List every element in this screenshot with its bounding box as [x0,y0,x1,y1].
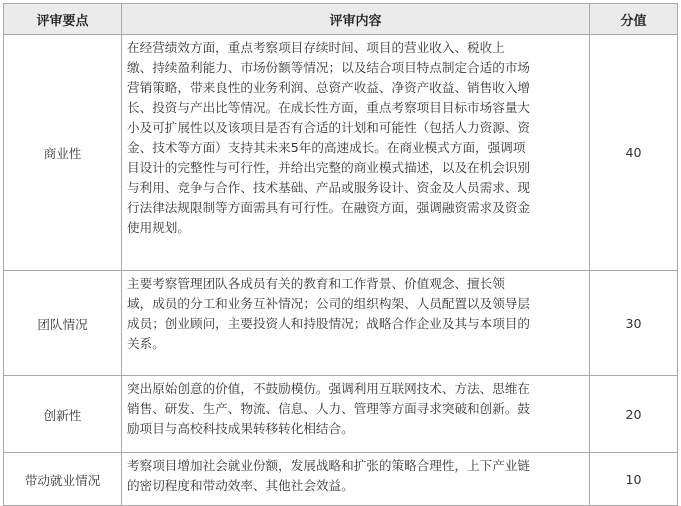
content-line: 关系。 [127,336,165,351]
content-line: 考察项目增加社会就业份额，发展战略和扩张的策略合理性，上下产业链 [127,458,530,473]
content-line: 在经营绩效方面，重点考察项目存续时间、项目的营业收入、税收上 [127,40,505,55]
row-key: 创新性 [4,376,122,453]
row-content [122,376,590,453]
row-score: 10 [590,453,678,506]
content-line: 营销策略，带来良性的业务利润、总资产收益、净资产收益、销售收入增 [127,80,530,95]
content-line: 缴、持续盈利能力、市场份额等情况；以及结合项目特点制定合适的市场 [127,60,530,75]
evaluation-criteria-table [3,3,678,506]
header-key: 评审要点 [4,4,122,35]
row-score: 40 [590,35,678,271]
header-score: 分值 [590,4,678,35]
content-line: 的密切程度和带动效率、其他社会效益。 [127,478,354,493]
table-row-employment [4,453,678,506]
content-line: 成员；创业顾问，主要投资人和持股情况；战略合作企业及其与本项目的 [127,316,530,331]
row-content [122,35,590,271]
row-content [122,453,590,506]
content-line: 主要考察管理团队各成员有关的教育和工作背景、价值观念、擅长领 [127,276,505,291]
row-key: 商业性 [4,35,122,271]
table-row-team [4,271,678,376]
content-line: 目设计的完整性与可行性，并给出完整的商业模式描述，以及在机会识别 [127,160,530,175]
table-header-row [4,4,678,35]
evaluation-criteria-table-wrapper [3,3,678,506]
content-line: 小及可扩展性以及该项目是否有合适的计划和可能性（包括人力资源、资 [127,120,530,135]
row-key: 团队情况 [4,271,122,376]
row-score: 30 [590,271,678,376]
content-line: 行法律法规限制等方面需具有可行性。在融资方面，强调融资需求及资金 [127,200,530,215]
table-row-commercial [4,35,678,271]
content-line: 励项目与高校科技成果转移转化相结合。 [127,421,354,436]
content-line: 使用规划。 [127,220,190,235]
content-line: 突出原始创意的价值，不鼓励模仿。强调利用互联网技术、方法、思维在 [127,381,530,396]
row-key: 带动就业情况 [4,453,122,506]
content-line: 金、技术等方面）支持其未来5年的高速成长。在商业模式方面，强调项 [127,140,526,155]
row-content [122,271,590,376]
table-row-innovation [4,376,678,453]
content-line: 与利用、竞争与合作、技术基础、产品或服务设计、资金及人员需求、现 [127,180,530,195]
header-content: 评审内容 [122,4,590,35]
row-score: 20 [590,376,678,453]
content-line: 域，成员的分工和业务互补情况；公司的组织构架、人员配置以及领导层 [127,296,530,311]
content-line: 长、投资与产出比等情况。在成长性方面，重点考察项目目标市场容量大 [127,100,530,115]
content-line: 销售、研发、生产、物流、信息、人力、管理等方面寻求突破和创新。鼓 [127,401,530,416]
